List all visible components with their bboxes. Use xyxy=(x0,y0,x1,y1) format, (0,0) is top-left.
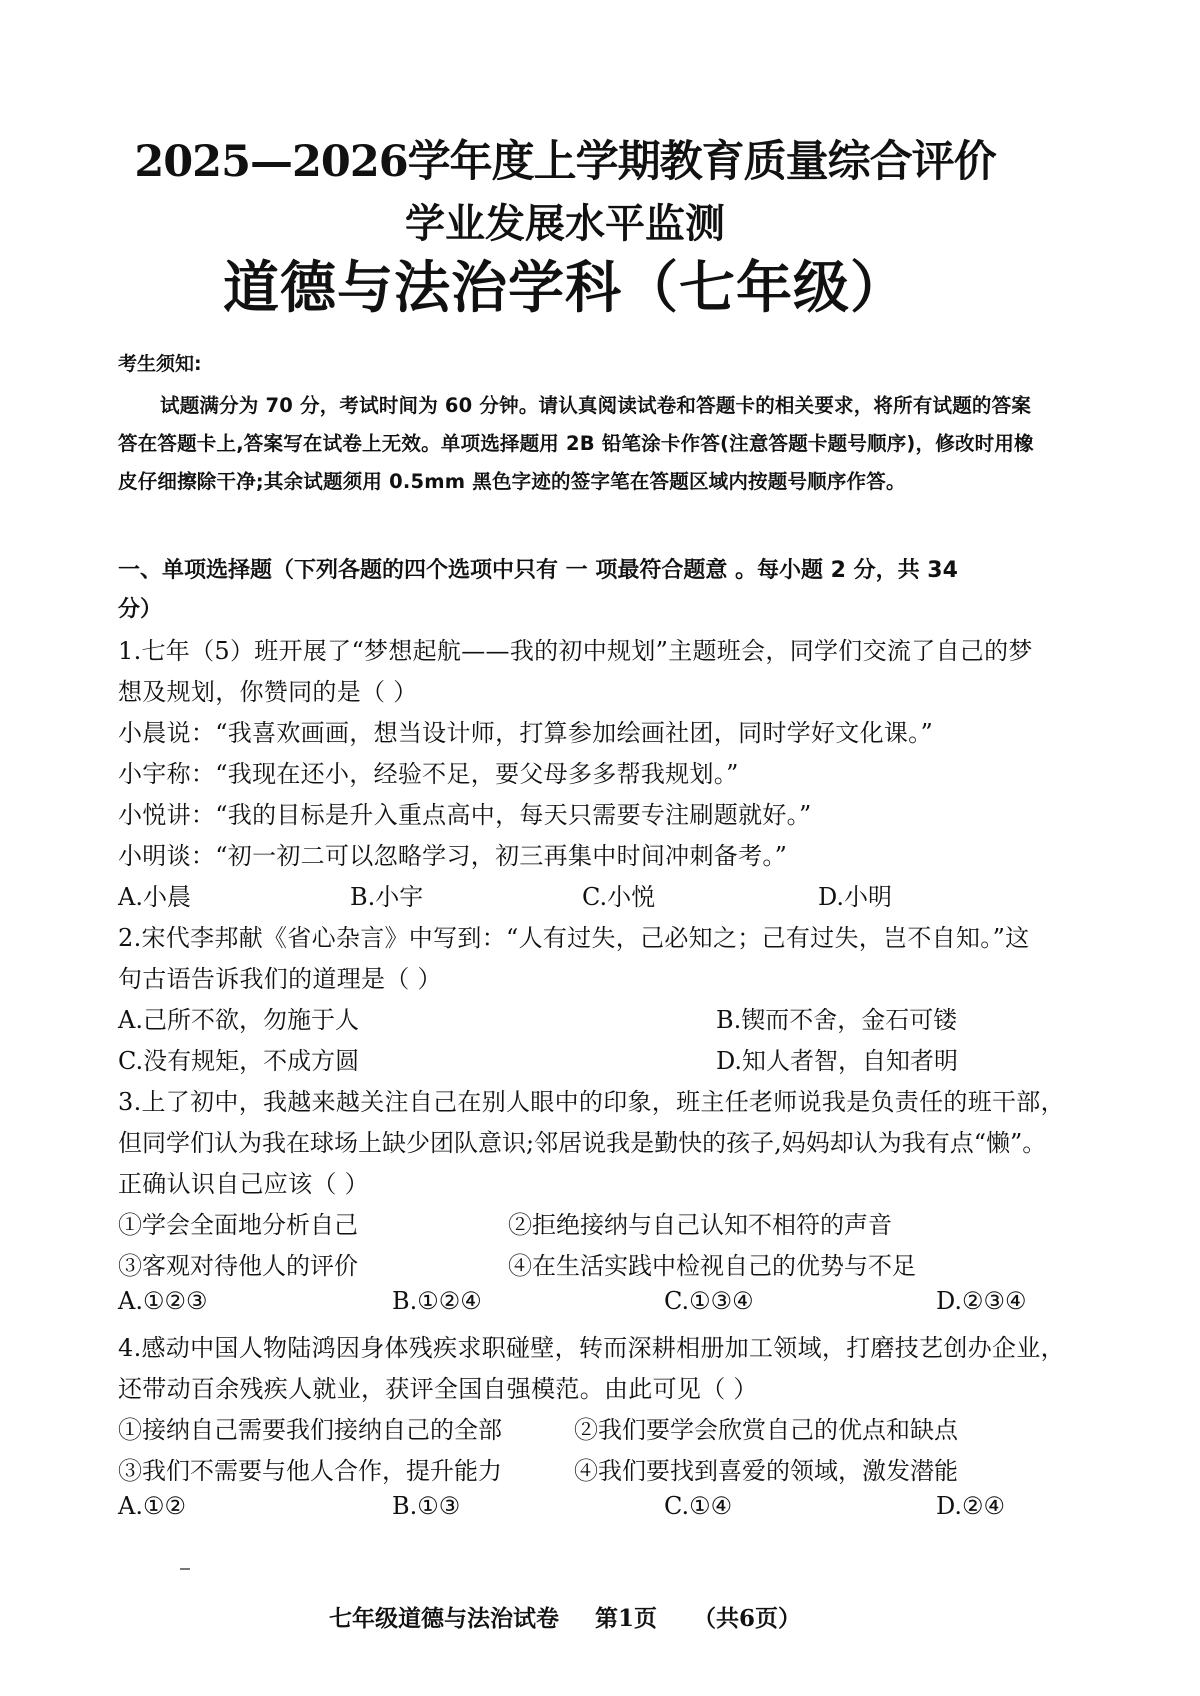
footer-page-number: 第1页 xyxy=(594,1605,657,1632)
q1-quote-2: 小宇称：“我现在还小，经验不足，要父母多多帮我规划。” xyxy=(118,760,739,788)
q1-quote-1: 小晨说：“我喜欢画画，想当设计师，打算参加绘画社团，同时学好文化课。” xyxy=(118,719,934,747)
page-footer xyxy=(0,1600,1130,1633)
q3-item-3: ③客观对待他人的评价 xyxy=(118,1252,358,1280)
q2-option-c: C.没有规矩，不成方圆 xyxy=(118,1047,360,1075)
q2-option-a: A.己所不欲，勿施于人 xyxy=(118,1006,359,1034)
q1-quote-4: 小明谈：“初一初二可以忽略学习，初三再集中时间冲刺备考。” xyxy=(118,842,788,870)
q1-quote-3: 小悦讲：“我的目标是升入重点高中，每天只需要专注刷题就好。” xyxy=(118,801,812,829)
scan-mark xyxy=(180,1568,190,1570)
q4-option-d: D.②④ xyxy=(936,1492,1006,1520)
q1-option-c: C.小悦 xyxy=(582,883,656,911)
exam-subject-title: 道德与法治学科（七年级） xyxy=(223,255,907,321)
q3-option-c: C.①③④ xyxy=(664,1287,754,1315)
exam-title-line1: 2025—2026学年度上学期教育质量综合评价 xyxy=(134,137,996,187)
q3-stem-line3: 正确认识自己应该（ ） xyxy=(118,1170,369,1198)
q3-stem-line2: 但同学们认为我在球场上缺少团队意识;邻居说我是勤快的孩子,妈妈却认为我有点“懒”。 xyxy=(118,1129,1047,1157)
q1-option-a: A.小晨 xyxy=(118,883,191,911)
q3-stem-line1: 3.上了初中，我越来越关注自己在别人眼中的印象，班主任老师说我是负责任的班干部， xyxy=(118,1088,1065,1116)
section-heading-line1: 一、单项选择题（下列各题的四个选项中只有 一 项最符合题意 。每小题 2 分，共 34 xyxy=(118,558,958,583)
q4-item-1: ①接纳自己需要我们接纳自己的全部 xyxy=(118,1416,502,1444)
q2-stem-line1: 2.宋代李邦献《省心杂言》中写到：“人有过失，己必知之；己有过失，岂不自知。”这 xyxy=(118,924,1030,952)
q4-option-c: C.①④ xyxy=(664,1492,733,1520)
q3-item-4: ④在生活实践中检视自己的优势与不足 xyxy=(508,1252,916,1280)
notice-line-1: 试题满分为 70 分，考试时间为 60 分钟。请认真阅读试卷和答题卡的相关要求，将所有试题的答案 xyxy=(160,394,1032,417)
notice-line-3: 皮仔细擦除干净;其余试题须用 0.5mm 黑色字迹的签字笔在答题区域内按题号顺序作答。 xyxy=(118,470,906,493)
q4-stem-line1: 4.感动中国人物陆鸿因身体残疾求职碰壁，转而深耕相册加工领域，打磨技艺创办企业， xyxy=(118,1334,1065,1362)
footer-total-pages: （共6页） xyxy=(693,1605,802,1632)
q4-item-4: ④我们要找到喜爱的领域，激发潜能 xyxy=(574,1457,958,1485)
q1-stem-line1: 1.七年（5）班开展了“梦想起航——我的初中规划”主题班会，同学们交流了自己的梦 xyxy=(118,637,1033,665)
notice-line-2: 答在答题卡上,答案写在试卷上无效。单项选择题用 2B 铅笔涂卡作答(注意答题卡题号顺序)，修改时用橡 xyxy=(118,432,1034,455)
q1-stem-line2: 想及规划，你赞同的是（ ） xyxy=(118,678,418,706)
q2-option-b: B.锲而不舍，金石可镂 xyxy=(716,1006,958,1034)
q4-item-2: ②我们要学会欣赏自己的优点和缺点 xyxy=(574,1416,958,1444)
q3-item-1: ①学会全面地分析自己 xyxy=(118,1211,358,1239)
q1-option-b: B.小宇 xyxy=(350,883,424,911)
footer-subject: 七年级道德与法治试卷 xyxy=(328,1605,559,1632)
q4-item-3: ③我们不需要与他人合作，提升能力 xyxy=(118,1457,502,1485)
section-heading-line2: 分） xyxy=(118,597,163,622)
q2-stem-line2: 句古语告诉我们的道理是（ ） xyxy=(118,965,442,993)
q3-option-a: A.①②③ xyxy=(118,1287,208,1315)
q3-option-b: B.①②④ xyxy=(392,1287,482,1315)
q3-option-d: D.②③④ xyxy=(936,1287,1027,1315)
q1-option-d: D.小明 xyxy=(818,883,893,911)
q4-option-a: A.①② xyxy=(118,1492,186,1520)
q2-option-d: D.知人者智，自知者明 xyxy=(716,1047,959,1075)
notice-label: 考生须知: xyxy=(118,353,202,375)
exam-title-line2: 学业发展水平监测 xyxy=(405,200,725,247)
q3-item-2: ②拒绝接纳与自己认知不相符的声音 xyxy=(508,1211,892,1239)
q4-option-b: B.①③ xyxy=(392,1492,461,1520)
q4-stem-line2: 还带动百余残疾人就业，获评全国自强模范。由此可见（ ） xyxy=(118,1375,758,1403)
